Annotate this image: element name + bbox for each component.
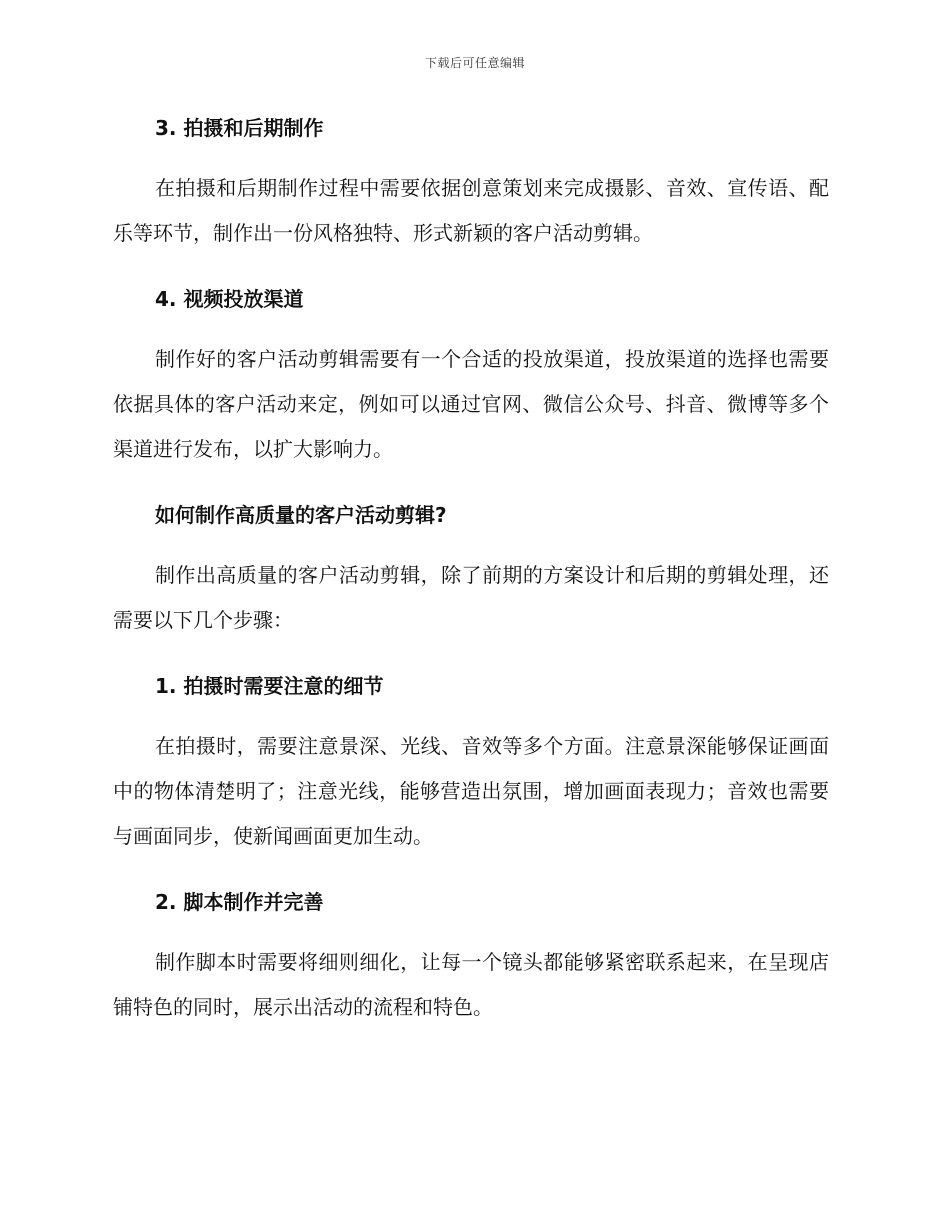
section-heading-video-channels: 4. 视频投放渠道 [155,287,304,311]
paragraph-script: 制作脚本时需要将细则细化，让每一个镜头都能够紧密联系起来，在呈现店铺特色的同时，展示出活动的流程和特色。 [113,950,829,1019]
section-heading-shooting-postproduction: 3. 拍摄和后期制作 [155,116,324,140]
paragraph-high-quality: 制作出高质量的客户活动剪辑，除了前期的方案设计和后期的剪辑处理，还需要以下几个步骤： [113,563,829,632]
section-heading-script: 2. 脚本制作并完善 [155,890,324,914]
section-heading-high-quality: 如何制作高质量的客户活动剪辑? [155,503,447,527]
paragraph-video-channels: 制作好的客户活动剪辑需要有一个合适的投放渠道，投放渠道的选择也需要依据具体的客户活动来定，例如可以通过官网、微信公众号、抖音、微博等多个渠道进行发布，以扩大影响力。 [113,347,829,461]
header-note: 下载后可任意编辑 [424,56,525,70]
paragraph-shooting-postproduction: 在拍摄和后期制作过程中需要依据创意策划来完成摄影、音效、宣传语、配乐等环节，制作出一份风格独特、形式新颖的客户活动剪辑。 [113,176,829,245]
document-body [113,112,829,1030]
paragraph-shooting-details: 在拍摄时，需要注意景深、光线、音效等多个方面。注意景深能够保证画面中的物体清楚明了；注意光线，能够营造出氛围，增加画面表现力；音效也需要与画面同步，使新闻画面更加生动。 [113,734,829,848]
section-heading-shooting-details: 1. 拍摄时需要注意的细节 [155,674,384,698]
